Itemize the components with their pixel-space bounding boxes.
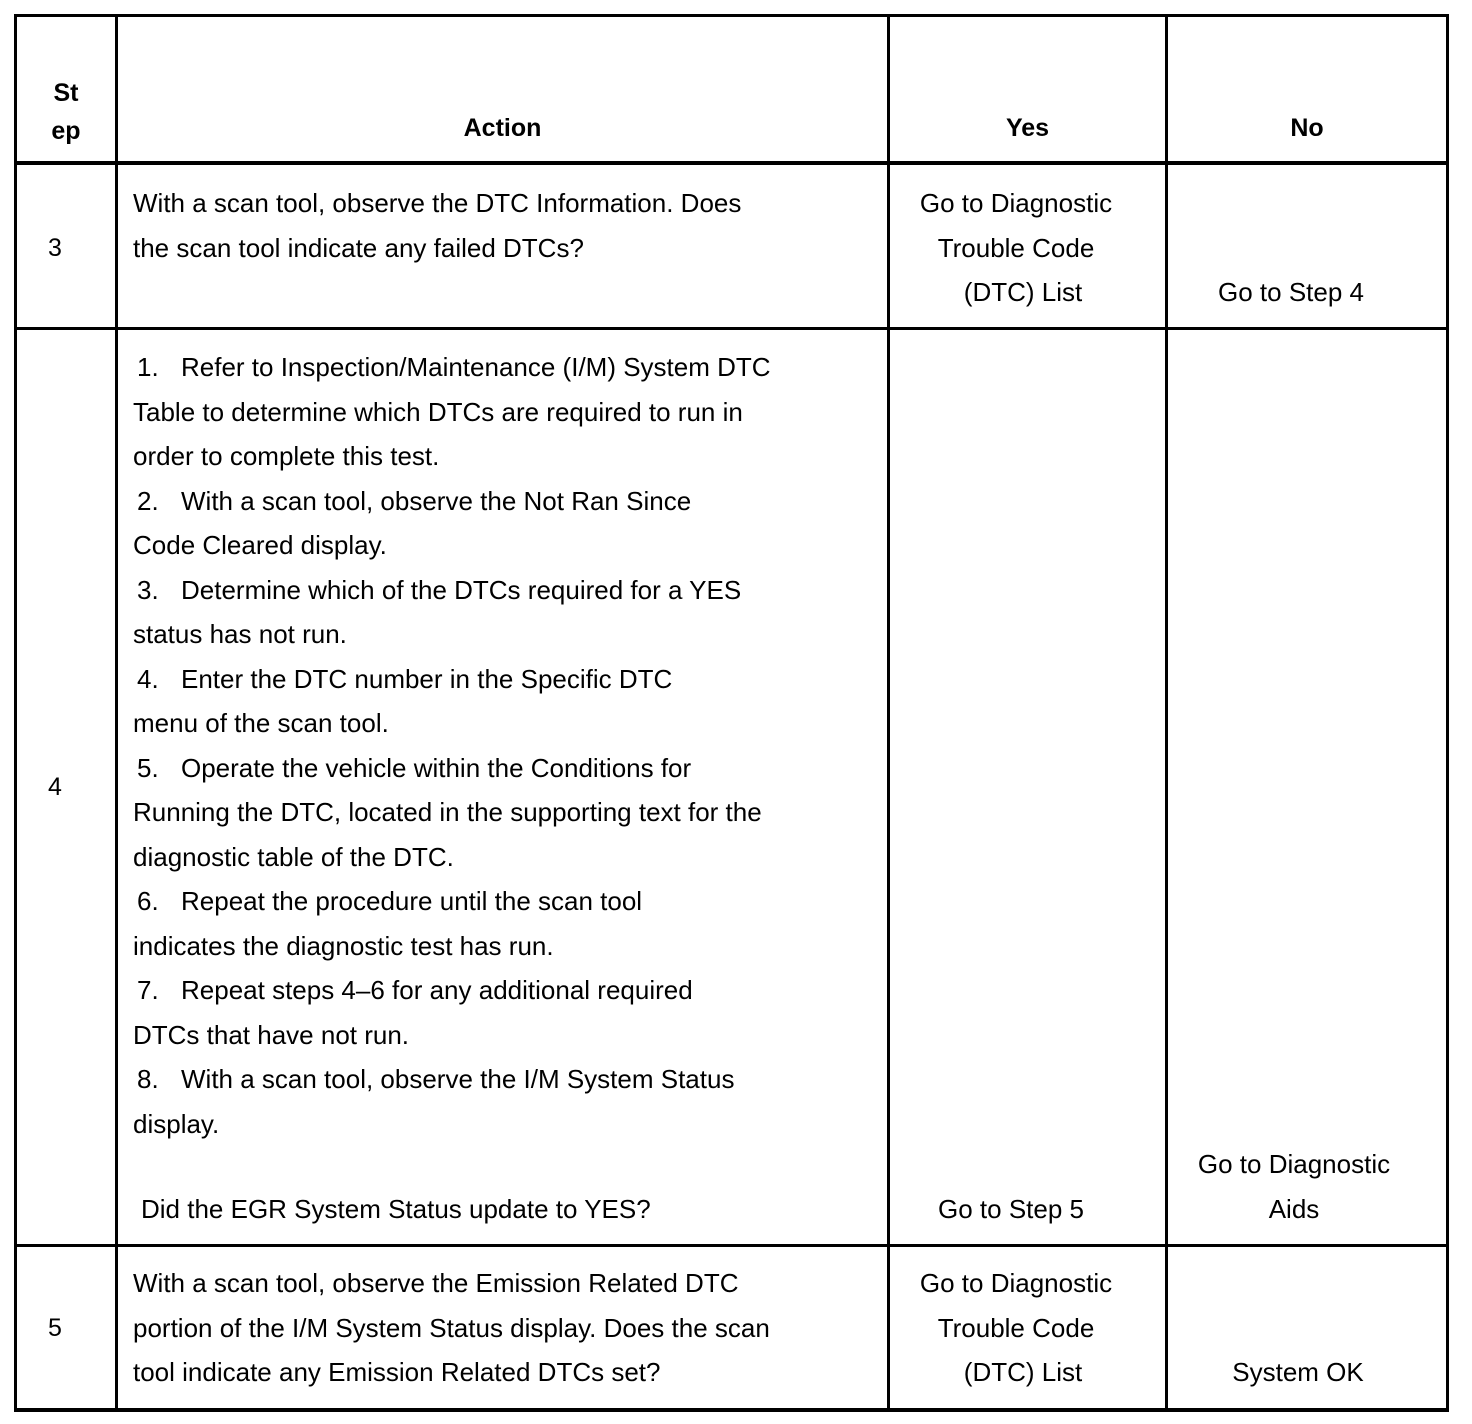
header-action: Action (463, 114, 542, 142)
action-step-3 (133, 181, 741, 270)
header-step-line1: St (53, 79, 79, 107)
yes-line: (DTC) List (963, 1357, 1083, 1387)
yes-line: Trouble Code (937, 1312, 1095, 1343)
action-line: With a scan tool, observe the DTC Information. Does (133, 188, 742, 218)
table-border-right (1446, 14, 1449, 1412)
list-item-cont: DTCs that have not run. (133, 1019, 410, 1050)
column-divider-step (115, 14, 118, 1412)
table-border-bottom (14, 1408, 1449, 1412)
list-item-cont: menu of the scan tool. (133, 708, 389, 738)
yes-line: Trouble Code (937, 232, 1095, 263)
step-number-4: 4 (48, 773, 62, 801)
list-item: 6. Repeat the procedure until the scan tool (137, 886, 643, 916)
list-item: 2. With a scan tool, observe the Not Ran Since (137, 485, 692, 516)
action-step-4 (133, 345, 771, 1146)
list-item-cont: indicates the diagnostic test has run. (133, 930, 554, 961)
no-step-3 (1168, 270, 1414, 315)
action-step-5 (133, 1261, 770, 1395)
step-number-3: 3 (48, 234, 62, 262)
list-item: 3. Determine which of the DTCs required for a YES (137, 574, 742, 605)
list-item-cont: Table to determine which DTCs are required to run in (133, 396, 743, 427)
list-item: 5. Operate the vehicle within the Conditions for (137, 752, 692, 783)
step-number-5: 5 (48, 1314, 62, 1342)
row-divider-3 (14, 327, 1449, 330)
header-no: No (1290, 114, 1324, 142)
yes-line: Go to Step 5 (938, 1194, 1084, 1224)
no-line: System OK (1232, 1357, 1364, 1387)
yes-line: (DTC) List (963, 277, 1083, 307)
list-item-cont: diagnostic table of the DTC. (133, 841, 454, 872)
list-item-cont: display. (133, 1108, 220, 1139)
no-line: Go to Step 4 (1218, 277, 1364, 307)
no-line: Aids (1268, 1193, 1320, 1224)
yes-step-5 (890, 1261, 1142, 1395)
action-line: With a scan tool, observe the Emission Related DTC (133, 1268, 739, 1298)
list-item-cont: Code Cleared display. (133, 530, 387, 560)
header-step-line2: ep (51, 117, 81, 145)
list-item: 7. Repeat steps 4–6 for any additional required (137, 975, 693, 1005)
list-item-cont: order to complete this test. (133, 441, 440, 471)
list-item-cont: status has not run. (133, 619, 347, 649)
row-divider-4 (14, 1244, 1449, 1247)
header-divider (14, 161, 1449, 165)
no-line: Go to Diagnostic (1197, 1149, 1391, 1179)
action-line: portion of the I/M System Status display. Does the scan (133, 1312, 770, 1343)
list-item-cont: Running the DTC, located in the supporting text for the (133, 797, 762, 827)
list-item: 4. Enter the DTC number in the Specific DTC (137, 663, 673, 694)
list-item: 8. With a scan tool, observe the I/M System Status (137, 1064, 735, 1094)
list-item: 1. Refer to Inspection/Maintenance (I/M) System DTC (137, 352, 771, 382)
no-step-4 (1168, 1142, 1420, 1231)
action-line: tool indicate any Emission Related DTCs set? (133, 1357, 661, 1387)
table-border-top (14, 14, 1449, 17)
question-step-4: Did the EGR System Status update to YES? (141, 1194, 651, 1224)
yes-step-3 (890, 181, 1142, 315)
yes-line: Go to Diagnostic (919, 1268, 1113, 1298)
table-border-left (14, 14, 17, 1412)
header-step (17, 74, 115, 150)
yes-step-4 (890, 1187, 1132, 1232)
yes-line: Go to Diagnostic (919, 188, 1113, 218)
header-yes: Yes (1005, 114, 1050, 142)
action-line: the scan tool indicate any failed DTCs? (133, 232, 584, 263)
no-step-5 (1168, 1350, 1428, 1395)
